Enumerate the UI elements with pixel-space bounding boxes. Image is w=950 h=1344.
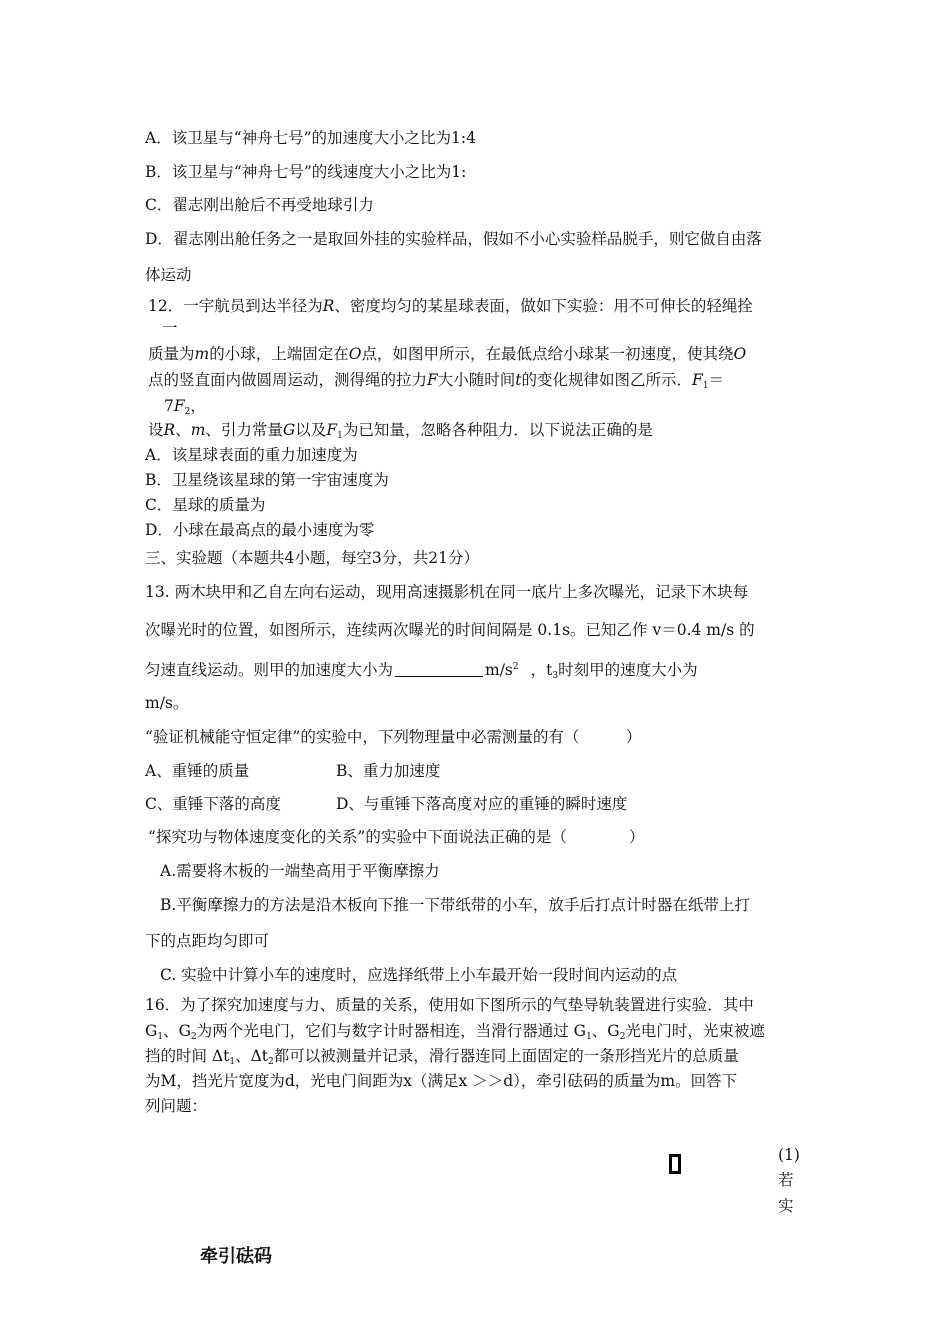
- text: 光电门时，光束被遮: [625, 1022, 765, 1040]
- text: ，: [190, 397, 206, 415]
- side-text-3: 实: [778, 1197, 794, 1215]
- side-text-2: 若: [778, 1171, 794, 1189]
- text: 、G: [163, 1022, 192, 1040]
- text: 、引力常量: [205, 421, 283, 439]
- text: 大小随时间: [437, 371, 516, 389]
- var-f: F: [427, 371, 438, 389]
- text: 点的竖直面内做圆周运动，测得绳的拉力: [148, 371, 428, 389]
- q13-line4: m/s。: [145, 694, 189, 712]
- q15-option-b-line2: 下的点距均匀即可: [145, 932, 270, 950]
- placeholder-box-icon: [669, 1154, 681, 1174]
- text: 、密度均匀的某星球表面，做如下实验：用不可伸长的轻绳拴: [334, 297, 753, 315]
- subscript: 2: [619, 1032, 626, 1042]
- text: 的小球，上端固定在: [209, 345, 349, 363]
- q15-option-a: A.需要将木板的一端垫高用于平衡摩擦力: [160, 862, 440, 880]
- subscript: 1: [702, 381, 709, 391]
- q15-stem: “探究功与物体速度变化的关系”的实验中下面说法正确的是（ ）: [148, 828, 645, 846]
- q13-line3: [145, 657, 698, 686]
- side-text-1: (1): [778, 1146, 800, 1164]
- text: 为两个光电门，它们与数字计时器相连，当滑行器通过 G: [196, 1022, 587, 1040]
- var-f1: F: [326, 421, 338, 439]
- subscript: 1: [229, 1057, 236, 1067]
- var-m: m: [194, 345, 210, 363]
- text: 点，如图甲所示，在最低点给小球某一初速度，使其绕: [361, 345, 734, 363]
- subscript: 3: [552, 671, 559, 681]
- q12-option-c: C．星球的质量为: [145, 496, 266, 514]
- q12-stem-line6: [148, 420, 653, 446]
- q15-option-c: C. 实验中计算小车的速度时，应选择纸带上小车最开始一段时间内运动的点: [160, 966, 678, 984]
- text: 、: [175, 421, 191, 439]
- q11-option-b: B．该卫星与“神舟七号”的线速度大小之比为1:: [145, 163, 467, 181]
- text: 设: [148, 421, 164, 439]
- q14-option-d: D、与重锤下落高度对应的重锤的瞬时速度: [336, 795, 628, 813]
- text: ，t: [530, 661, 553, 679]
- q12-option-a: A．该星球表面的重力加速度为: [145, 446, 358, 464]
- subscript: 2: [184, 407, 191, 417]
- text: 匀速直线运动。则甲的加速度大小为: [145, 661, 394, 679]
- q13-line1: 13. 两木块甲和乙自左向右运动，现用高速摄影机在同一底片上多次曝光，记录下木块每: [145, 583, 749, 601]
- text: 、G: [591, 1022, 620, 1040]
- answer-blank[interactable]: [395, 662, 483, 677]
- q11-option-d-line2: 体运动: [145, 266, 192, 284]
- var-r: R: [322, 297, 335, 315]
- text: 的变化规律如图乙所示．: [521, 371, 693, 389]
- subscript: 1: [337, 431, 343, 441]
- q12-stem-line5: [164, 396, 206, 422]
- var-o: O: [348, 345, 362, 363]
- text: 质量为: [148, 345, 195, 363]
- subscript: 2: [191, 1032, 197, 1042]
- q11-option-c: C．翟志刚出舱后不再受地球引力: [145, 196, 374, 214]
- q11-option-d-line1: D．翟志刚出舱任务之一是取回外挂的实验样品，假如不小心实验样品脱手，则它做自由落: [145, 230, 762, 248]
- superscript: 2: [512, 662, 519, 672]
- subscript: 2: [268, 1057, 274, 1067]
- q12-stem-line1: [148, 296, 753, 316]
- q16-line3: [145, 1046, 739, 1072]
- q16-line5: 列问题：: [145, 1097, 208, 1115]
- text: 、Δt: [235, 1047, 269, 1065]
- q12-option-d: D．小球在最高点的最小速度为零: [145, 521, 375, 539]
- q12-stem-line3: [148, 344, 746, 364]
- q12-stem-line4: [148, 370, 724, 396]
- var-m: m: [190, 421, 206, 439]
- text: m/s: [485, 661, 513, 679]
- q12-option-b: B．卫星绕该星球的第一宇宙速度为: [145, 471, 389, 489]
- var-o: O: [733, 345, 747, 363]
- q14-option-c: C、重锤下落的高度: [145, 795, 281, 813]
- text: 挡的时间 Δt: [145, 1047, 230, 1065]
- figure-label: 牵引砝码: [200, 1246, 272, 1267]
- text: 时刻甲的速度大小为: [558, 661, 698, 679]
- q16-line2: [145, 1021, 765, 1047]
- q14-option-b: B、重力加速度: [336, 762, 441, 780]
- var-f2: F: [173, 397, 185, 415]
- text: G: [145, 1022, 158, 1040]
- q14-stem: “验证机械能守恒定律”的实验中，下列物理量中必需测量的有（ ）: [145, 728, 642, 746]
- q15-option-b-line1: B.平衡摩擦力的方法是沿木板向下推一下带纸带的小车，放手后打点计时器在纸带上打: [160, 896, 750, 914]
- q13-line2: 次曝光时的位置，如图所示，连续两次曝光的时间间隔是 0.1s。已知乙作 v＝0.4 m/s 的: [145, 621, 755, 639]
- subscript: 1: [157, 1032, 164, 1042]
- text: 为已知量，忽略各种阻力．以下说法正确的是: [342, 421, 653, 439]
- text: ＝: [708, 371, 725, 389]
- text: 都可以被测量并记录，滑行器连同上面固定的一条形挡光片的总质量: [273, 1047, 739, 1065]
- q16-line1: 16．为了探究加速度与力、质量的关系，使用如下图所示的气垫导轨装置进行实验．其中: [145, 996, 754, 1014]
- var-t: t: [515, 371, 522, 389]
- text: 以及: [295, 421, 327, 439]
- var-f1: F: [692, 371, 703, 389]
- q11-option-a: A．该卫星与“神舟七号”的加速度大小之比为1:4: [145, 129, 476, 147]
- text: 12．一宇航员到达半径为: [148, 297, 323, 315]
- var-r: R: [163, 421, 176, 439]
- q14-option-a: A、重锤的质量: [145, 762, 250, 780]
- q12-stem-line2: 一: [162, 319, 178, 337]
- subscript: 1: [586, 1032, 592, 1042]
- text: 7: [164, 397, 174, 415]
- var-g: G: [282, 421, 296, 439]
- section-heading: 三、实验题（本题共4小题，每空3分，共21分）: [145, 549, 479, 567]
- q16-line4: 为M，挡光片宽度为d，光电门间距为x（满足x ＞＞d），牵引砝码的质量为m。回答下: [145, 1072, 738, 1090]
